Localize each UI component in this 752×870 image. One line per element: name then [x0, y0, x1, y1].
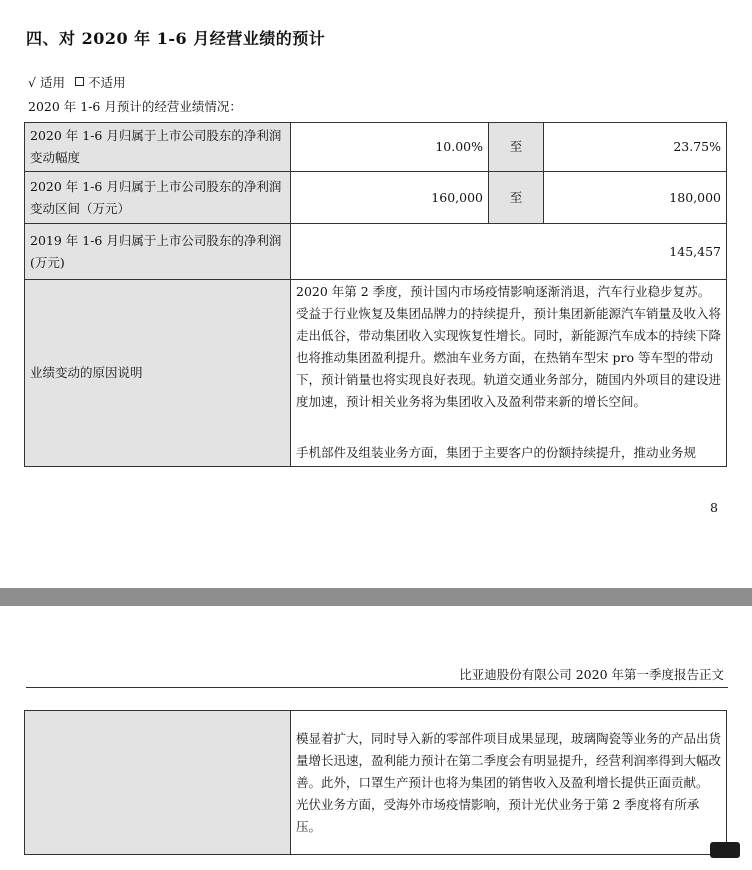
- reason-paragraph: 光伏业务方面，受海外市场疫情影响，预计光伏业务于第 2 季度将有所承压。: [296, 796, 700, 834]
- reason-paragraph: 模显着扩大，同时导入新的零部件项目成果显现，玻璃陶瓷等业务的产品出货量增长迅速，盈利能力预计在第二季度会有明显提升，经营利润率得到大幅改善。此外，口罩生产预计也将为集团的销售收入及盈利增长提供正面贡献。: [296, 730, 722, 790]
- row-label: 2020 年 1-6 月归属于上市公司股东的净利润变动幅度: [25, 123, 291, 172]
- watermark-badge: [710, 842, 740, 858]
- row-label: 2020 年 1-6 月归属于上市公司股东的净利润变动区间（万元）: [25, 172, 291, 224]
- forecast-table: [24, 122, 727, 467]
- range-high: 23.75%: [544, 123, 727, 172]
- header-rule: [26, 687, 728, 688]
- intro-text: 2020 年 1-6 月预计的经营业绩情况：: [28, 99, 242, 114]
- reason-text: [291, 280, 727, 467]
- range-low: 160,000: [291, 172, 489, 224]
- not-applicable-label: 不适用: [87, 75, 126, 90]
- checkbox-empty-icon: [75, 77, 84, 86]
- row-label: 2019 年 1-6 月归属于上市公司股东的净利润(万元): [25, 224, 291, 280]
- range-high: 180,000: [544, 172, 727, 224]
- range-low: 10.00%: [291, 123, 489, 172]
- section-title: 四、对 2020 年 1-6 月经营业绩的预计: [26, 29, 326, 48]
- applicability-line: [28, 73, 125, 91]
- report-header: 比亚迪股份有限公司 2020 年第一季度报告正文: [459, 667, 724, 682]
- table-row: [25, 123, 727, 172]
- prior-year-value: 145,457: [291, 224, 727, 280]
- checkmark-icon: √: [28, 75, 36, 90]
- continuation-table: [24, 710, 727, 855]
- page-number: 8: [710, 500, 718, 515]
- table-row: [25, 711, 727, 855]
- table-row: [25, 224, 727, 280]
- reason-text-continued: [291, 711, 727, 855]
- reason-paragraph: 手机部件及组装业务方面，集团于主要客户的份额持续提升，推动业务规: [296, 445, 697, 460]
- applicable-label: 适用: [39, 75, 65, 90]
- reason-label-continued: [25, 711, 291, 855]
- table-row: [25, 280, 727, 467]
- range-separator: 至: [489, 172, 544, 224]
- table-row: [25, 172, 727, 224]
- reason-label: 业绩变动的原因说明: [25, 280, 291, 467]
- page-separator: [0, 588, 752, 606]
- reason-paragraph: 2020 年第 2 季度，预计国内市场疫情影响逐渐消退，汽车行业稳步复苏。受益于行业恢复及集团品牌力的持续提升，预计集团新能源汽车销量及收入将走出低谷，带动集团收入实现恢复性增长。同时，新能源汽车成本的持续下降也将推动集团盈利提升。燃油车业务方面，在热销车型宋 pro 等车型的带动下，预计销量也将实现良好表现。轨道交通业务部分，随国内外项目的建设进度加速，预计相关业务将为集团收入及盈利带来新的增长空间。: [296, 284, 721, 409]
- range-separator: 至: [489, 123, 544, 172]
